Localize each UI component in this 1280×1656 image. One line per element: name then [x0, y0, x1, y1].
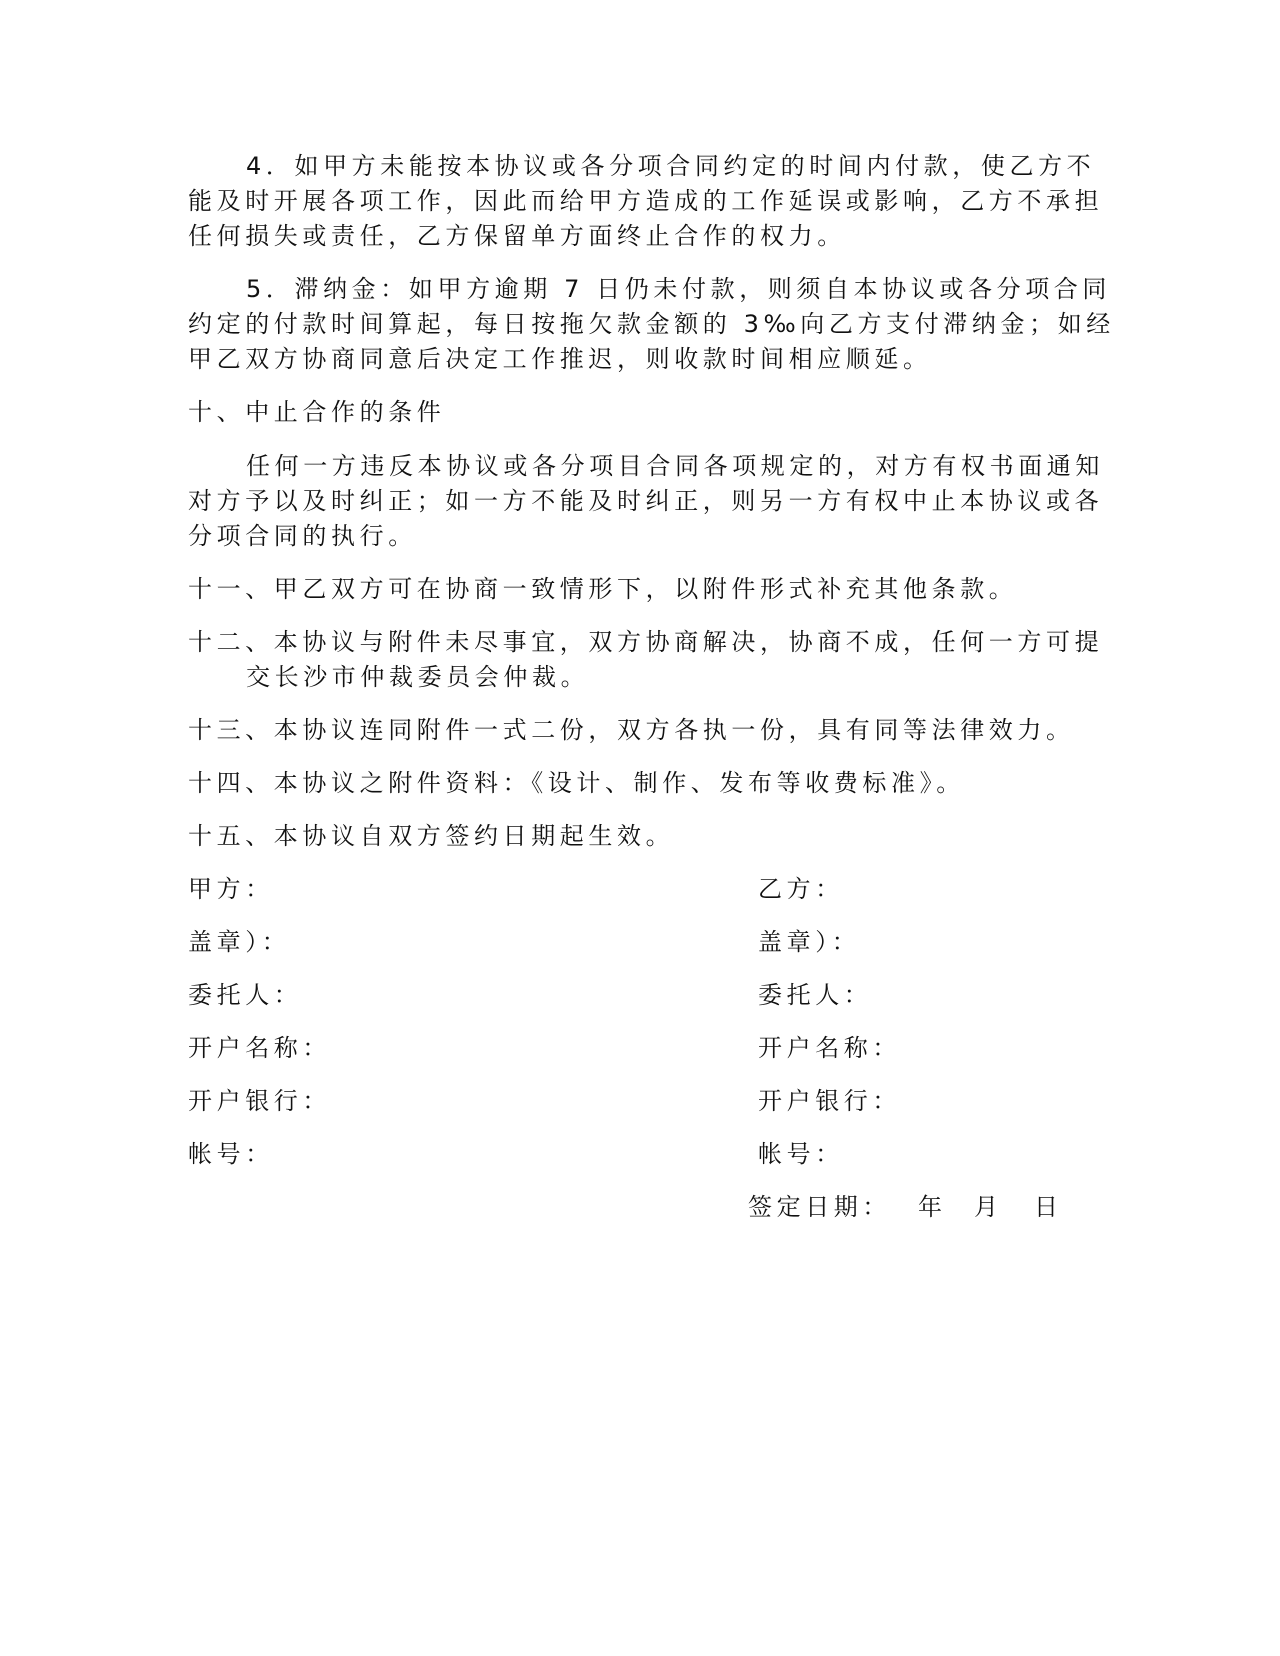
party-a-bank: 开户银行：: [188, 1087, 331, 1115]
clause-4-line-1: 4．如甲方未能按本协议或各分项合同约定的时间内付款，使乙方不: [246, 152, 1096, 180]
section-10-line-3: 分项合同的执行。: [188, 522, 417, 550]
clause-5-line-2: 约定的付款时间算起，每日按拖欠款金额的 3‰向乙方支付滞纳金；如经: [188, 310, 1115, 338]
party-b-bank: 开户银行：: [758, 1087, 901, 1115]
party-b-seal: 盖章）：: [758, 928, 861, 956]
signing-date-label: 签定日期：: [748, 1193, 891, 1221]
clause-5-line-1: 5．滞纳金：如甲方逾期 7 日仍未付款，则须自本协议或各分项合同: [246, 275, 1111, 303]
clause-4-line-2: 能及时开展各项工作，因此而给甲方造成的工作延误或影响，乙方不承担: [188, 187, 1104, 215]
party-b-label: 乙方：: [758, 875, 844, 903]
section-10-line-2: 对方予以及时纠正；如一方不能及时纠正，则另一方有权中止本协议或各: [188, 487, 1104, 515]
section-15: 十五、本协议自双方签约日期起生效。: [188, 822, 675, 850]
section-10-heading: 十、中止合作的条件: [188, 398, 446, 426]
signing-date-year: 年: [918, 1193, 947, 1221]
party-a-agent: 委托人：: [188, 981, 303, 1009]
party-b-account-name: 开户名称：: [758, 1034, 901, 1062]
section-10-line-1: 任何一方违反本协议或各分项目合同各项规定的，对方有权书面通知: [246, 452, 1104, 480]
signing-date-day: 日: [1034, 1193, 1063, 1221]
party-b-agent: 委托人：: [758, 981, 873, 1009]
section-14: 十四、本协议之附件资料：《设计、制作、发布等收费标准》。: [188, 769, 965, 797]
section-11: 十一、甲乙双方可在协商一致情形下，以附件形式补充其他条款。: [188, 575, 1018, 603]
clause-4-line-3: 任何损失或责任，乙方保留单方面终止合作的权力。: [188, 222, 846, 250]
party-a-seal: 盖章）：: [188, 928, 291, 956]
section-13: 十三、本协议连同附件一式二份，双方各执一份，具有同等法律效力。: [188, 716, 1075, 744]
section-12-line-1: 十二、本协议与附件未尽事宜，双方协商解决，协商不成，任何一方可提: [188, 628, 1104, 656]
signing-date-month: 月: [974, 1193, 1003, 1221]
party-a-account-no: 帐号：: [188, 1140, 274, 1168]
party-a-label: 甲方：: [188, 875, 274, 903]
party-b-account-no: 帐号：: [758, 1140, 844, 1168]
clause-5-line-3: 甲乙双方协商同意后决定工作推迟，则收款时间相应顺延。: [188, 345, 932, 373]
party-a-account-name: 开户名称：: [188, 1034, 331, 1062]
section-12-line-2: 交长沙市仲裁委员会仲裁。: [246, 663, 590, 691]
